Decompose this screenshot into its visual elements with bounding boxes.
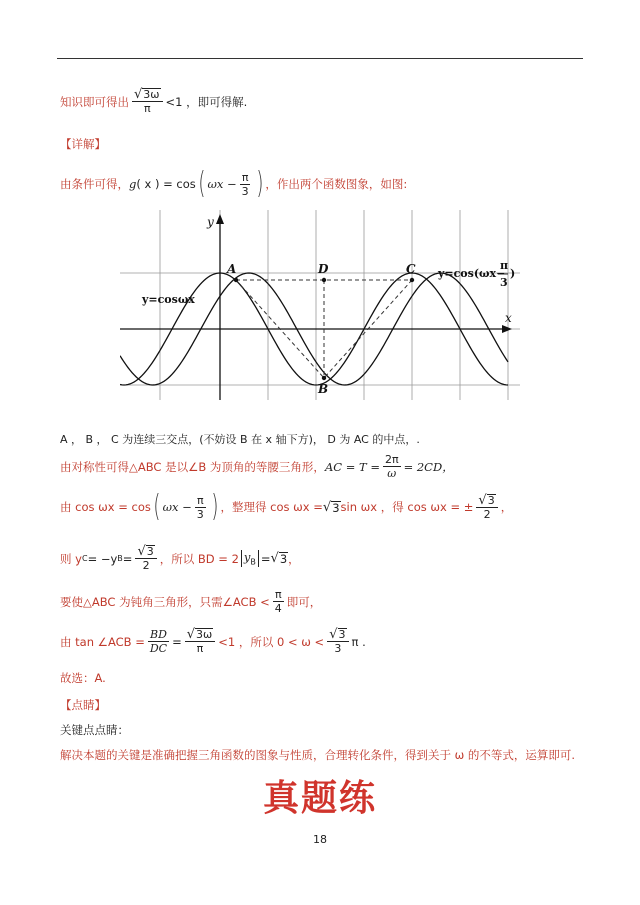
label-y-cos-shift-close: ) (510, 267, 516, 280)
page-number: 18 (313, 833, 327, 846)
text-line-9: 由 tan ∠ACB = $\frac{BD}{DC}$ = √ 3ω π <1 ，所以 0 < ω < √ 3 3 π . (60, 627, 366, 655)
text-line-4: A ， B ， C 为连续三交点，(不妨设 B 在 x 轴下方)， D 为 AC 的中点，. (60, 433, 420, 446)
y-axis-arrow (216, 214, 224, 224)
point-b-dot (322, 376, 326, 380)
text-line-8: 要使△ABC 为钝角三角形，只需∠ACB < $\frac{\pi}{4}$ 即可， (60, 588, 322, 615)
point-a-dot (234, 278, 238, 282)
axis-label-x: x (505, 311, 512, 325)
cosine-graph (120, 210, 520, 400)
answer-line: 故选：A. (60, 671, 106, 685)
x-axis-arrow (502, 325, 512, 333)
point-d-dot (322, 278, 326, 282)
key-points-label: 关键点点睛： (60, 723, 129, 737)
label-y-cos-shift-den: 3 (500, 276, 508, 289)
label-point-b: B (318, 382, 329, 396)
fraction-sqrt3w-over-pi: √ 3ω π (132, 88, 163, 115)
text-line-5: 由对称性可得△ABC 是以∠B 为顶角的等腰三角形， AC = T = $\frac{2\pi}{\omega}$ = 2CD， (60, 453, 454, 480)
fraction-pi-over-3: $\frac{\pi}{3}$ (241, 170, 249, 198)
banner-title: 真题练 (262, 777, 377, 819)
axis-label-y: y (207, 215, 214, 229)
label-point-c: C (406, 262, 416, 276)
text-line-7: 则 y C = −y B = √ 3 2 ，所以 BD = 2 $y_B$ = √ 3 ， (60, 544, 300, 572)
text-line-3: 由条件可得， g ( x ) = cos ( ωx − $\frac{\pi}{3}$ ) ，作出两个函数图象，如图: (60, 166, 408, 201)
label-y-cos-shift-num: π (500, 259, 509, 272)
header-rule (57, 58, 583, 59)
label-point-d: D (318, 262, 329, 276)
label-point-a: A (227, 262, 237, 276)
point-c-dot (410, 278, 414, 282)
conclusion-text: 解决本题的关键是准确把握三角函数的图象与性质，合理转化条件，得到关于 ω 的不等式，运算即可. (60, 748, 576, 762)
text-line-6: 由 cos ωx = cos ( ωx − $\frac{\pi}{3}$ ) ，整理得 cos ωx = √ 3 sin ωx ，得 cos ωx = ± √ 3 2 ， (60, 489, 513, 524)
detail-heading: 【详解】 (60, 137, 106, 151)
text-line-1: 知识即可得出 √ 3ω π <1 ，即可得解. (60, 87, 248, 115)
label-y-cos: y=cosωx (142, 293, 195, 306)
label-y-cos-shift: y=cos(ωx− (438, 267, 506, 280)
points-heading: 【点睛】 (60, 698, 106, 712)
